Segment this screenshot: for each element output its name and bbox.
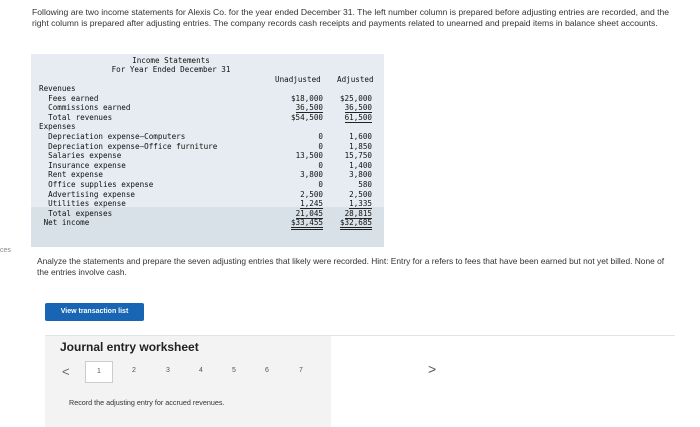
unadjusted-value: 21,045 <box>295 208 323 218</box>
adjusted-value: 3,800 <box>349 170 372 180</box>
adjusted-value: 36,500 <box>344 103 372 113</box>
statement-row <box>31 180 384 190</box>
row-label: Revenues <box>39 84 76 93</box>
journal-entry-worksheet <box>45 335 675 427</box>
row-label: Total revenues <box>39 112 113 122</box>
adjusted-value: 28,815 <box>344 208 372 218</box>
column-header-unadjusted: Unadjusted <box>275 75 321 84</box>
statement-row <box>31 122 384 132</box>
statement-row <box>31 190 384 200</box>
unadjusted-value: 0 <box>318 160 323 170</box>
statement-row <box>31 132 384 142</box>
page-button-4[interactable]: 4 <box>199 367 203 374</box>
adjusted-value: 1,400 <box>349 160 372 170</box>
page-button-5[interactable]: 5 <box>232 367 236 374</box>
unadjusted-value: 2,500 <box>300 189 323 199</box>
income-statements-table <box>31 54 384 247</box>
row-label: Depreciation expense—Office furniture <box>39 141 218 151</box>
chevron-left-icon[interactable]: < <box>62 364 70 379</box>
adjusted-value: 61,500 <box>344 112 372 122</box>
page-button-6[interactable]: 6 <box>265 367 269 374</box>
adjusted-value: 1,600 <box>349 132 372 141</box>
row-label: Fees earned <box>39 93 99 103</box>
row-label: Insurance expense <box>39 160 126 170</box>
adjusted-value: 580 <box>358 180 372 189</box>
row-label: Expenses <box>39 122 76 132</box>
adjusted-value: 1,850 <box>349 141 372 151</box>
view-transaction-list-button[interactable]: View transaction list <box>45 303 144 321</box>
adjusted-value: 15,750 <box>344 151 372 161</box>
page-button-7[interactable]: 7 <box>299 367 303 374</box>
unadjusted-value: $54,500 <box>290 112 323 122</box>
statement-row <box>31 142 384 152</box>
worksheet-panel <box>45 336 331 427</box>
unadjusted-value: 0 <box>318 141 323 151</box>
statement-row <box>31 84 384 94</box>
statement-row <box>31 113 384 123</box>
worksheet-instruction: Record the adjusting entry for accrued revenues. <box>69 398 225 407</box>
row-label: Rent expense <box>39 170 104 180</box>
adjusted-value: 2,500 <box>349 189 372 199</box>
analyze-instructions: Analyze the statements and prepare the seven adjusting entries that likely were recorded. Hint: Entry for a refers to fees that have been earned but not yet billed. None of the entries involve cash. <box>37 256 665 277</box>
statement-title: Income Statements <box>132 56 210 65</box>
row-label: Advertising expense <box>39 189 136 199</box>
unadjusted-value: $18,000 <box>290 93 323 103</box>
unadjusted-value: $33,455 <box>291 218 323 230</box>
page-button-1[interactable]: 1 <box>85 361 113 383</box>
statement-row <box>31 94 384 104</box>
row-label: Total expenses <box>39 208 113 218</box>
statement-row <box>31 218 384 228</box>
unadjusted-value: 36,500 <box>295 103 323 113</box>
adjusted-value: $25,000 <box>339 93 372 103</box>
chevron-right-icon[interactable]: > <box>428 361 437 377</box>
row-label: Salaries expense <box>39 151 122 161</box>
statement-row <box>31 103 384 113</box>
adjusted-value: $32,685 <box>340 218 372 230</box>
adjusted-value: 1,335 <box>349 199 372 209</box>
statement-subtitle: For Year Ended December 31 <box>111 65 231 74</box>
row-label: Utilities expense <box>39 199 126 209</box>
row-label: Net income <box>39 218 90 228</box>
unadjusted-value: 1,245 <box>300 199 323 209</box>
side-tab-label[interactable]: ces <box>0 247 11 254</box>
column-header-adjusted: Adjusted <box>337 75 374 84</box>
instructions-text: Following are two income statements for Alexis Co. for the year ended December 31. The left number column is prepared before adjusting entries are recorded, and the right column is prepared after adjusting entries. The company records cash receipts and payments related to unearned and prepaid items in balance sheet accounts. <box>32 7 670 29</box>
statement-row <box>31 161 384 171</box>
statement-row <box>31 151 384 161</box>
row-label: Commissions earned <box>39 103 131 113</box>
statement-row <box>31 199 384 209</box>
row-label: Depreciation expense—Computers <box>39 132 186 141</box>
unadjusted-value: 13,500 <box>295 151 323 161</box>
row-label: Office supplies expense <box>39 180 154 189</box>
unadjusted-value: 0 <box>318 180 323 189</box>
statement-row <box>31 209 384 219</box>
unadjusted-value: 3,800 <box>300 170 323 180</box>
statement-row <box>31 170 384 180</box>
unadjusted-value: 0 <box>318 132 323 141</box>
page-button-3[interactable]: 3 <box>166 367 170 374</box>
page-button-2[interactable]: 2 <box>132 367 136 374</box>
worksheet-title: Journal entry worksheet <box>60 340 199 354</box>
